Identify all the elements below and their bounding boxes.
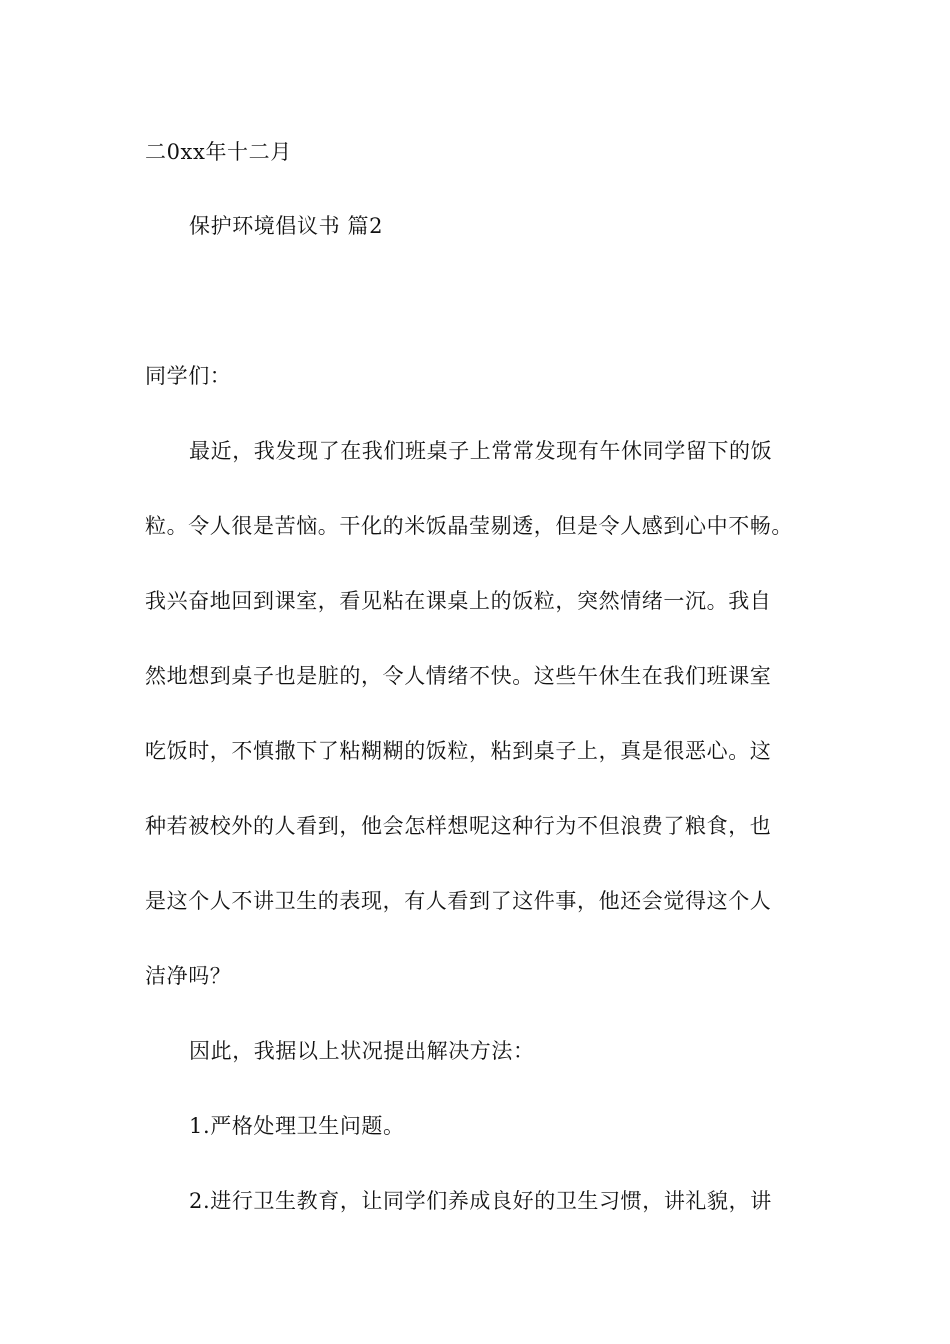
paragraph-line: 因此，我据以上状况提出解决方法： <box>189 1039 535 1063</box>
paragraph-line: 种若被校外的人看到，他会怎样想呢这种行为不但浪费了粮食，也 <box>145 814 772 838</box>
paragraph-line: 我兴奋地回到课室，看见粘在课桌上的饭粒，突然情绪一沉。我自 <box>145 589 772 613</box>
paragraph-line: 最近，我发现了在我们班桌子上常常发现有午休同学留下的饭 <box>189 439 773 463</box>
date-line: 二0xx年十二月 <box>145 140 292 164</box>
list-item: 2.进行卫生教育，让同学们养成良好的卫生习惯，讲礼貌，讲 <box>189 1189 772 1213</box>
paragraph-line: 然地想到桌子也是脏的，令人情绪不快。这些午休生在我们班课室 <box>145 664 772 688</box>
salutation: 同学们： <box>145 364 232 388</box>
paragraph-line: 粒。令人很是苦恼。干化的米饭晶莹剔透，但是令人感到心中不畅。 <box>145 514 793 538</box>
section-title: 保护环境倡议书 篇2 <box>189 214 384 238</box>
paragraph-line: 是这个人不讲卫生的表现，有人看到了这件事，他还会觉得这个人 <box>145 889 772 913</box>
list-item: 1.严格处理卫生问题。 <box>189 1114 405 1138</box>
paragraph-line: 洁净吗？ <box>145 964 232 988</box>
paragraph-line: 吃饭时，不慎撒下了粘糊糊的饭粒，粘到桌子上，真是很恶心。这 <box>145 739 772 763</box>
